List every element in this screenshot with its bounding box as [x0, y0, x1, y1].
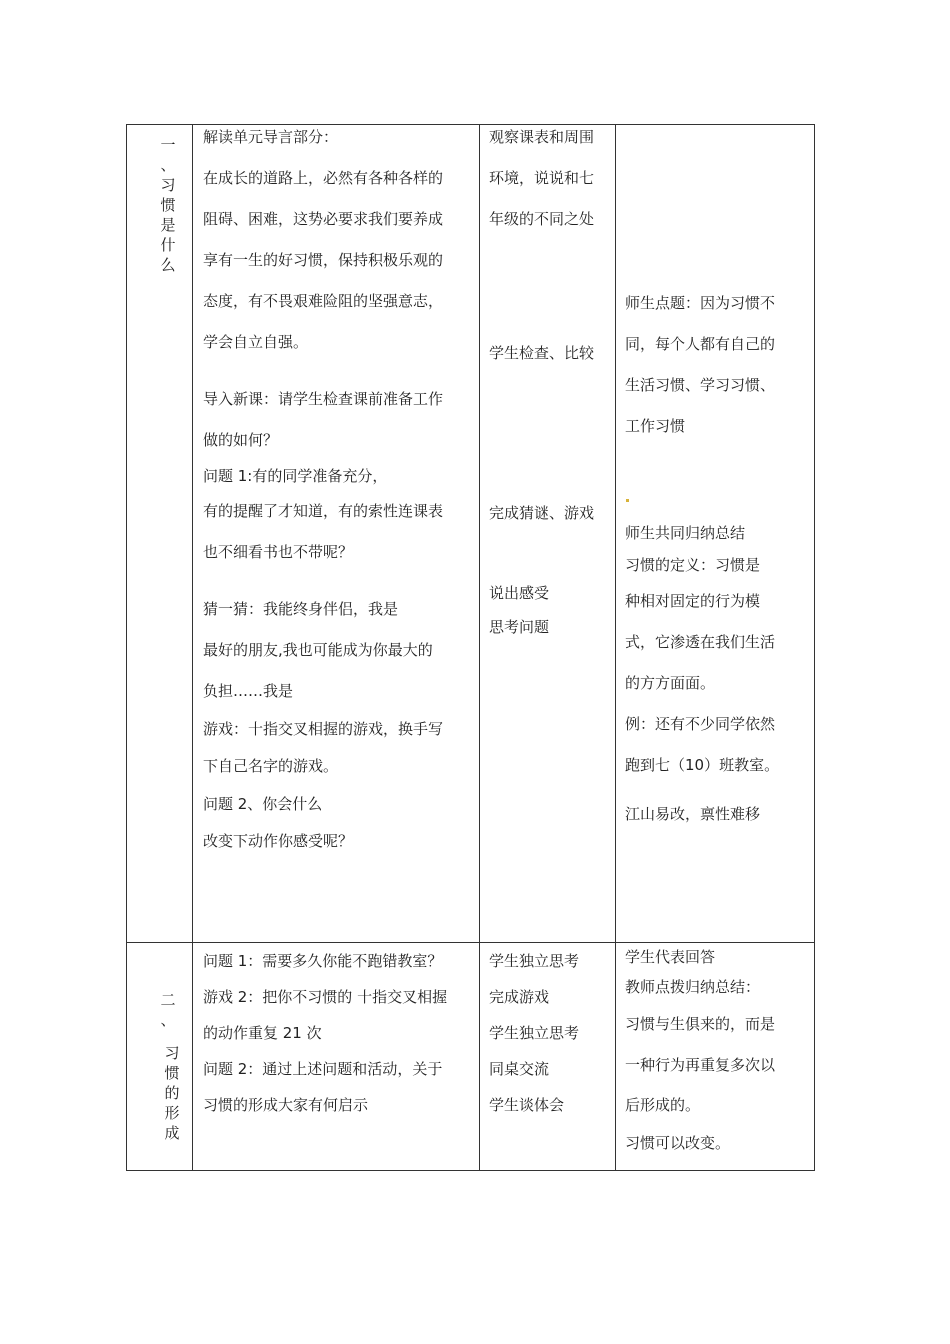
content-line: 有的提醒了才知道，有的索性连课表 [203, 502, 444, 520]
teacher-line: 同，每个人都有自己的 [625, 335, 776, 353]
lesson-plan-table [126, 124, 815, 1171]
teacher-line: 习惯可以改变。 [625, 1134, 731, 1152]
content-line: 下自己名字的游戏。 [203, 757, 339, 775]
content-line: 阻碍、困难，这势必要求我们要养成 [203, 210, 444, 228]
content-line: 问题 2、你会什么 [203, 795, 323, 813]
section2-teacher-activities [625, 943, 811, 1161]
activity-line: 学生独立思考 [489, 952, 580, 970]
teacher-line: 跑到七（10）班教室。 [625, 756, 780, 774]
column-divider [192, 125, 193, 1170]
marker-dot [626, 499, 629, 502]
content-line: 解读单元导言部分： [203, 128, 339, 146]
content-line: 问题 1：需要多久你能不跑错教室？ [203, 952, 443, 970]
content-line: 在成长的道路上，必然有各种各样的 [203, 169, 444, 187]
section1-content [203, 117, 475, 862]
activity-line: 学生独立思考 [489, 1024, 580, 1042]
content-line: 的动作重复 21 次 [203, 1024, 322, 1042]
activity-line: 说出感受 [489, 584, 550, 602]
teacher-line: 习惯的定义：习惯是 [625, 556, 761, 574]
activity-line: 同桌交流 [489, 1060, 550, 1078]
teacher-line: 习惯与生俱来的，而是 [625, 1015, 776, 1033]
activity-line: 环境，说说和七 [489, 169, 595, 187]
section2-label-title: 习 惯 的 形 成 [164, 1044, 180, 1142]
content-line: 导入新课：请学生检查课前准备工作 [203, 390, 444, 408]
activity-line: 思考问题 [489, 618, 550, 636]
teacher-line: 生活习惯、学习习惯、 [625, 376, 776, 394]
activity-line: 年级的不同之处 [489, 210, 595, 228]
teacher-line: 式，它渗透在我们生活 [625, 633, 776, 651]
content-line: 最好的朋友,我也可能成为你最大的 [203, 641, 433, 659]
content-line: 游戏：十指交叉相握的游戏，换手写 [203, 720, 444, 738]
section1-student-activities [489, 117, 611, 644]
content-line: 也不细看书也不带呢？ [203, 543, 354, 561]
activity-line: 学生检查、比较 [489, 344, 595, 362]
content-line: 猜一猜：我能终身伴侣，我是 [203, 600, 399, 618]
content-line: 习惯的形成大家有何启示 [203, 1096, 369, 1114]
teacher-line: 工作习惯 [625, 417, 686, 435]
teacher-line: 学生代表回答 [625, 948, 716, 966]
teacher-line: 后形成的。 [625, 1096, 701, 1114]
activity-line: 观察课表和周围 [489, 128, 595, 146]
content-line: 问题 2：通过上述问题和活动，关于 [203, 1060, 443, 1078]
teacher-line: 一种行为再重复多次以 [625, 1056, 776, 1074]
teacher-line: 江山易改，禀性难移 [625, 805, 761, 823]
content-line: 问题 1:有的同学准备充分， [203, 467, 388, 485]
section2-student-activities [489, 943, 611, 1123]
column-divider [479, 125, 480, 1170]
section2-content [203, 943, 475, 1123]
activity-line: 完成猜谜、游戏 [489, 504, 595, 522]
content-line: 享有一生的好习惯，保持积极乐观的 [203, 251, 444, 269]
content-line: 态度，有不畏艰难险阻的坚强意志， [203, 292, 444, 310]
content-line: 学会自立自强。 [203, 333, 309, 351]
content-line: 游戏 2：把你不习惯的 十指交叉相握 [203, 988, 448, 1006]
teacher-line: 教师点拨归纳总结： [625, 978, 761, 996]
content-line: 改变下动作你感受呢？ [203, 832, 354, 850]
content-line: 做的如何？ [203, 431, 279, 449]
teacher-line: 师生点题：因为习惯不 [625, 294, 776, 312]
section1-label: 一 、 习 惯 是 什 么 [160, 136, 176, 274]
section2-label: 二 、 [160, 991, 176, 1029]
content-line: 负担……我是 [203, 682, 294, 700]
teacher-line: 师生共同归纳总结 [625, 524, 746, 542]
column-divider [615, 125, 616, 1170]
teacher-line: 的方方面面。 [625, 674, 716, 692]
activity-line: 完成游戏 [489, 988, 550, 1006]
teacher-line: 例：还有不少同学依然 [625, 715, 776, 733]
teacher-line: 种相对固定的行为模 [625, 592, 761, 610]
activity-line: 学生谈体会 [489, 1096, 565, 1114]
section1-teacher-activities [625, 283, 811, 835]
